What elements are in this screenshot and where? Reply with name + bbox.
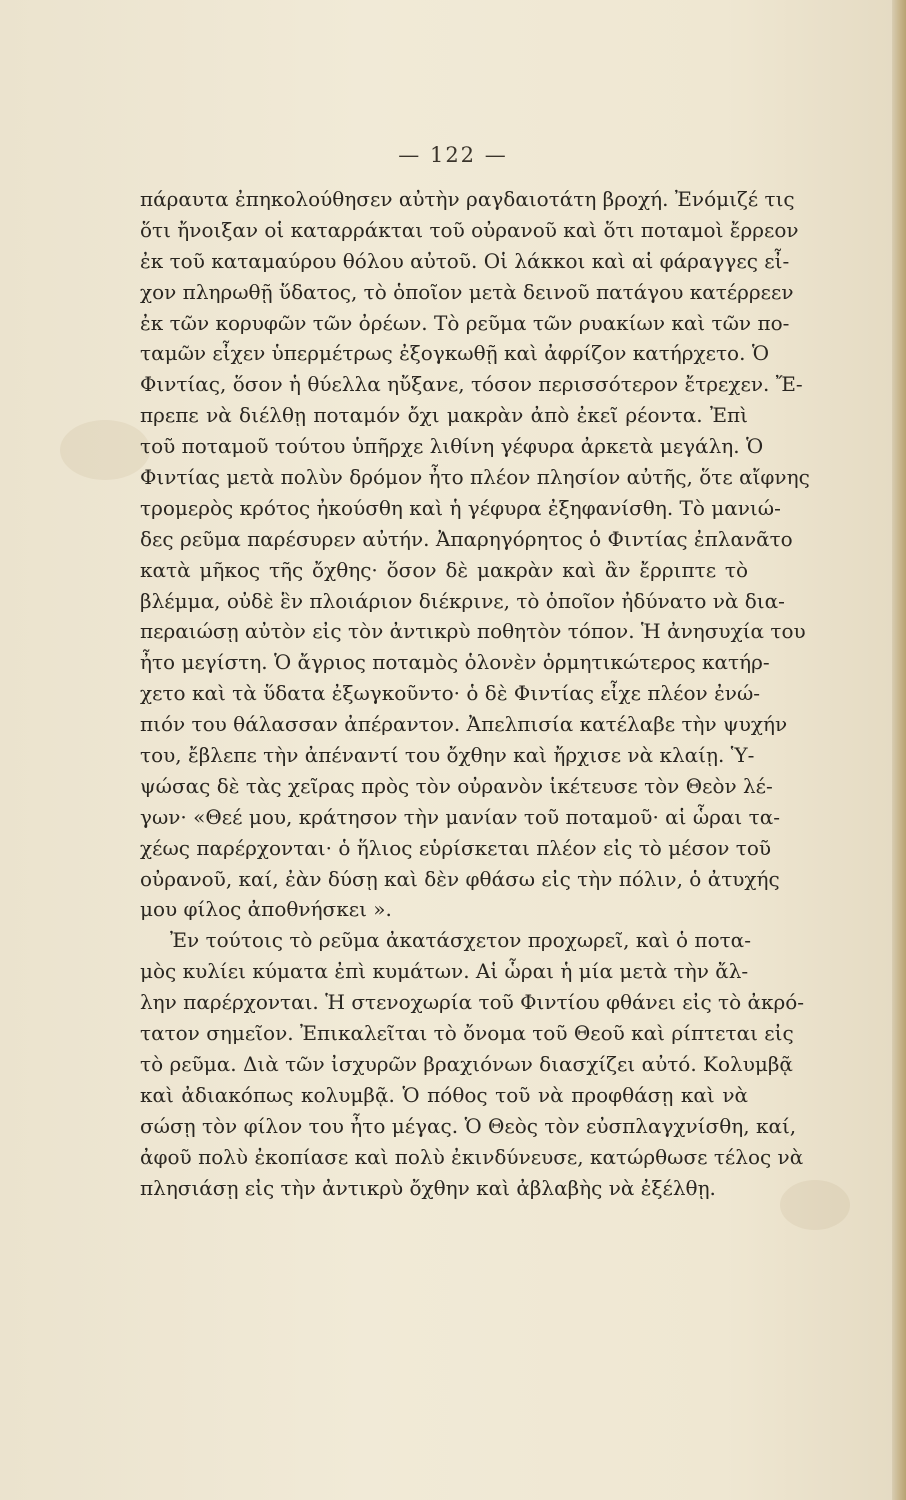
text-line: ἐκ τοῦ καταμαύρου θόλου αὐτοῦ. Οἱ λάκκοι καὶ αἱ φάραγγες εἶ- <box>140 248 790 273</box>
text-line: χον πληρωθῇ ὕδατος, τὸ ὁποῖον μετὰ δεινοῦ πατάγου κατέρρεεν <box>140 279 794 304</box>
text-line: ἦτο μεγίστη. Ὁ ἄγριος ποταμὸς ὁλονὲν ὁρμητικώτερος κατήρ- <box>140 650 770 675</box>
text-line: οὐρανοῦ, καί, ἐὰν δύσῃ καὶ δὲν φθάσω εἰς τὴν πόλιν, ὁ ἀτυχής <box>140 866 780 891</box>
paper-stain <box>780 1180 850 1230</box>
text-line: πλησιάσῃ εἰς τὴν ἀντικρὺ ὄχθην καὶ ἀβλαβὴς νὰ ἐξέλθῃ. <box>140 1175 716 1200</box>
text-line: του, ἔβλεπε τὴν ἀπέναντί του ὄχθην καὶ ἤρχισε νὰ κλαίῃ. Ὑ- <box>140 743 755 768</box>
text-line: λην παρέρχονται. Ἡ στενοχωρία τοῦ Φιντίου φθάνει εἰς τὸ ἀκρό- <box>140 990 805 1015</box>
text-line: περαιώσῃ αὐτὸν εἰς τὸν ἀντικρὺ ποθητὸν τόπον. Ἡ ἀνησυχία του <box>140 619 806 644</box>
page-number: — 122 — <box>398 143 508 167</box>
text-line: χετο καὶ τὰ ὕδατα ἐξωγκοῦντο· ὁ δὲ Φιντίας εἶχε πλέον ἐνώ- <box>140 681 761 706</box>
text-line: ἐκ τῶν κορυφῶν τῶν ὀρέων. Τὸ ρεῦμα τῶν ρυακίων καὶ τῶν πο- <box>140 310 790 335</box>
text-line: χέως παρέρχονται· ὁ ἥλιος εὑρίσκεται πλέον εἰς τὸ μέσον τοῦ <box>140 835 772 860</box>
text-line: Ἐν τούτοις τὸ ρεῦμα ἀκατάσχετον προχωρεῖ, καὶ ὁ ποτα- <box>170 928 751 953</box>
text-line: καὶ ἀδιακόπως κολυμβᾷ. Ὁ πόθος τοῦ νὰ προφθάσῃ καὶ νὰ <box>140 1082 748 1107</box>
text-line: πάραυτα ἐπηκολούθησεν αὐτὴν ραγδαιοτάτη βροχή. Ἐνόμιζέ τις <box>140 187 795 211</box>
text-line: πρεπε νὰ διέλθῃ ποταμόν ὄχι μακρὰν ἀπὸ ἐκεῖ ρέοντα. Ἐπὶ <box>140 403 748 428</box>
text-line: Φιντίας μετὰ πολὺν δρόμον ἦτο πλέον πλησίον αὐτῆς, ὅτε αἴφνης <box>140 465 810 490</box>
text-line: βλέμμα, οὐδὲ ἓν πλοιάριον διέκρινε, τὸ ὁποῖον ἠδύνατο νὰ δια- <box>140 588 785 613</box>
text-line: τοῦ ποταμοῦ τούτου ὑπῆρχε λιθίνη γέφυρα ἀρκετὰ μεγάλη. Ὁ <box>140 434 764 459</box>
text-line: γων· «Θεέ μου, κράτησον τὴν μανίαν τοῦ ποταμοῦ· αἱ ὧραι τα- <box>140 804 780 829</box>
page-edge <box>892 0 906 1500</box>
text-line: ταμῶν εἶχεν ὑπερμέτρως ἐξογκωθῇ καὶ ἀφρίζον κατήρχετο. Ὁ <box>140 341 770 366</box>
text-line: ἀφοῦ πολὺ ἐκοπίασε καὶ πολὺ ἐκινδύνευσε, κατώρθωσε τέλος νὰ <box>140 1144 804 1169</box>
text-line: κατὰ μῆκος τῆς ὄχθης· ὅσον δὲ μακρὰν καὶ ἂν ἔρριπτε τὸ <box>140 557 748 582</box>
paper-stain <box>60 420 150 480</box>
text-line: τρομερὸς κρότος ἠκούσθη καὶ ἡ γέφυρα ἐξηφανίσθη. Τὸ μανιώ- <box>140 495 781 520</box>
text-line: τατον σημεῖον. Ἐπικαλεῖται τὸ ὄνομα τοῦ Θεοῦ καὶ ρίπτεται εἰς <box>140 1021 794 1046</box>
body-text <box>140 184 810 1203</box>
text-line: Φιντίας, ὅσον ἡ θύελλα ηὔξανε, τόσον περισσότερον ἔτρεχεν. Ἔ- <box>140 372 803 397</box>
text-line: τὸ ρεῦμα. Διὰ τῶν ἰσχυρῶν βραχιόνων διασχίζει αὐτό. Κολυμβᾷ <box>140 1051 793 1076</box>
text-line: σώσῃ τὸν φίλον του ἦτο μέγας. Ὁ Θεὸς τὸν εὐσπλαγχνίσθη, καί, <box>140 1113 797 1138</box>
text-line: δες ρεῦμα παρέσυρεν αὐτήν. Ἀπαρηγόρητος ὁ Φιντίας ἐπλανᾶτο <box>140 526 793 551</box>
text-line: ψώσας δὲ τὰς χεῖρας πρὸς τὸν οὐρανὸν ἱκέτευσε τὸν Θεὸν λέ- <box>140 773 773 798</box>
text-line: μὸς κυλίει κύματα ἐπὶ κυμάτων. Αἱ ὧραι ἡ μία μετὰ τὴν ἄλ- <box>140 959 749 984</box>
text-line: μου φίλος ἀποθνήσκει ». <box>140 897 392 922</box>
text-line: ὅτι ἤνοιξαν οἱ καταρράκται τοῦ οὐρανοῦ καὶ ὅτι ποταμοὶ ἔρρεον <box>140 217 799 242</box>
text-line: πιόν του θάλασσαν ἀπέραντον. Ἀπελπισία κατέλαβε τὴν ψυχήν <box>140 712 788 737</box>
